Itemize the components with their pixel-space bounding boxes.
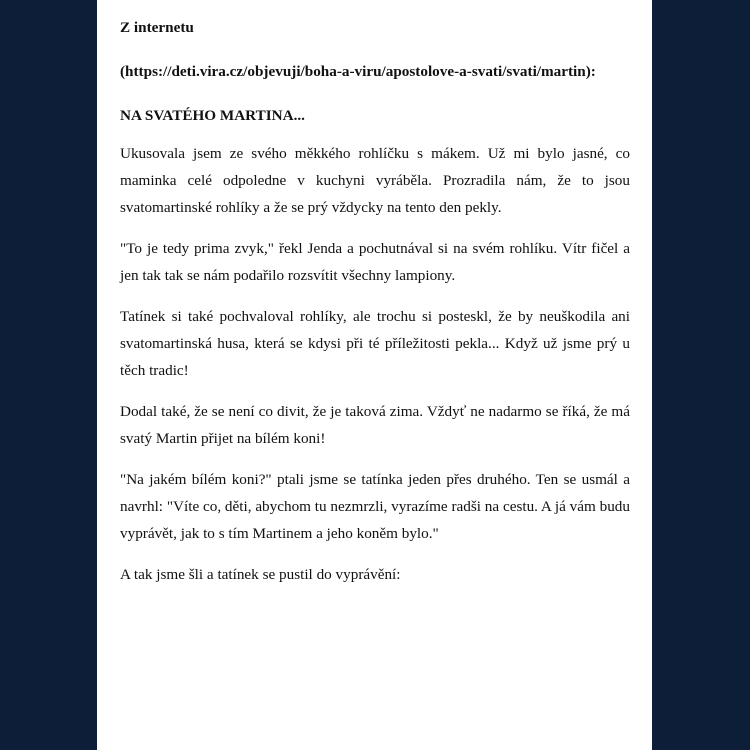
source-label-heading: Z internetu <box>120 19 194 36</box>
paragraph-5: "Na jakém bílém koni?" ptali jsme se tatínka jeden přes druhého. Ten se usmál a navrhl: "Víte co, děti, abychom tu nezmrzli, vyrazíme radši na cestu. A já vám budu vyprávět, jak to s tím Martinem a jeho koněm bylo." <box>120 471 630 542</box>
paragraph-2: "To je tedy prima zvyk," řekl Jenda a pochutnával si na svém rohlíku. Vítr fičel a jen tak tak se nám podařilo rozsvítit všechny lampiony. <box>120 240 630 284</box>
paragraph-4: Dodal také, že se není co divit, že je taková zima. Vždyť ne nadarmo se říká, že má svatý Martin přijet na bílém koni! <box>120 403 630 447</box>
paragraph-1: Ukusovala jsem ze svého měkkého rohlíčku s mákem. Už mi bylo jasné, co maminka celé odpoledne v kuchyni vyráběla. Prozradila nám, že to jsou svatomartinské rohlíky a že se prý vždycky na tento den pekly. <box>120 145 630 216</box>
paragraph-6: A tak jsme šli a tatínek se pustil do vyprávění: <box>120 566 401 583</box>
paragraph-3: Tatínek si také pochvaloval rohlíky, ale trochu si posteskl, že by neuškodila ani svatomartinská husa, která se kdysi při té příležitosti pekla... Když už jsme prý u těch tradic! <box>120 308 630 379</box>
document-page <box>97 0 652 750</box>
story-title: NA SVATÉHO MARTINA... <box>120 107 305 124</box>
source-url-heading: (https://deti.vira.cz/objevuji/boha-a-viru/apostolove-a-svati/svati/martin): <box>120 63 596 80</box>
